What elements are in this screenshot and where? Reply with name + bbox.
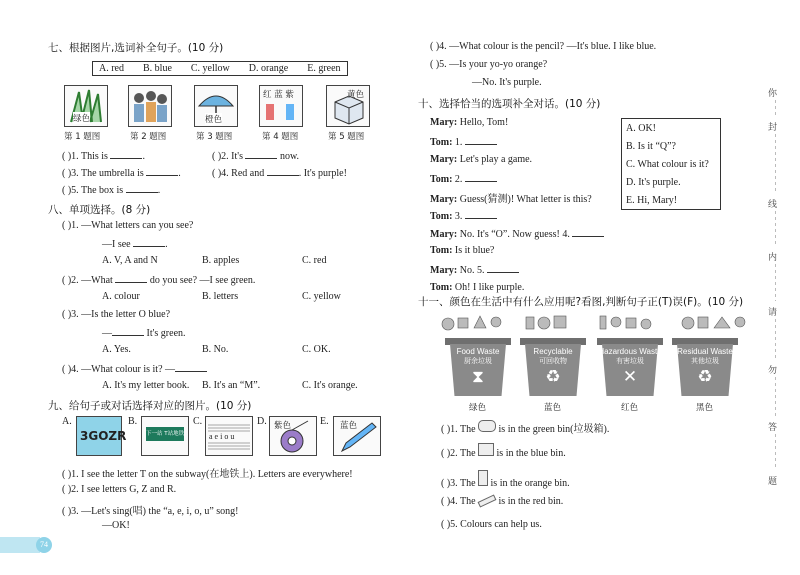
s7-q4: ( )4. Red and . It's purple! bbox=[212, 168, 347, 179]
s8-q1-opt-a: A. V, A and N bbox=[102, 255, 158, 266]
s8-q3-opt-b: B. No. bbox=[202, 344, 229, 355]
letter-e: E. bbox=[320, 416, 329, 427]
s9-q5: ( )5. —Is your yo-yo orange? bbox=[430, 59, 548, 70]
binding-char: 题 bbox=[768, 477, 778, 487]
s9-q3: ( )3. —Let's sing(唱) the “a, e, i, o, u” song! bbox=[62, 506, 239, 517]
binding-dash bbox=[775, 134, 776, 193]
s8-q3-opt-c: C. OK. bbox=[302, 344, 331, 355]
bin-color-label: 蓝色 bbox=[544, 403, 562, 413]
picture-c: a e i o u bbox=[205, 416, 253, 456]
bin-symbol-icon: ♻ bbox=[545, 367, 561, 386]
s11-q5: ( )5. Colours can help us. bbox=[441, 519, 542, 530]
s8-q3-answer: — It's green. bbox=[102, 328, 186, 339]
trash-items-row bbox=[440, 312, 750, 332]
speaker: Mary: bbox=[430, 117, 458, 128]
dialog-text: Oh! I like purple. bbox=[454, 281, 525, 293]
s11-q3: ( )3. The is in the orange bin. bbox=[441, 470, 570, 489]
speaker: Tom: bbox=[430, 245, 453, 257]
caption-5: 第 5 题图 bbox=[328, 132, 365, 142]
bin-label-cn: 可回收物 bbox=[539, 357, 567, 365]
bin-lid bbox=[445, 338, 511, 345]
bin-label-cn: 厨余垃圾 bbox=[464, 357, 492, 365]
s11-q4: ( )4. The is in the red bin. bbox=[441, 496, 564, 507]
option-a: A. red bbox=[99, 63, 124, 74]
choice-d: D. It's purple. bbox=[626, 177, 681, 188]
dialog-text: 3. bbox=[454, 210, 463, 222]
s9-q5-reply: —No. It's purple. bbox=[472, 77, 542, 88]
umbrella-picture bbox=[194, 85, 238, 127]
s11-q1: ( )1. The is in the green bin(垃圾箱). bbox=[441, 420, 609, 435]
speaker: Tom: bbox=[430, 281, 453, 293]
option-e: E. green bbox=[307, 63, 341, 74]
answer-blank[interactable] bbox=[110, 149, 142, 159]
option-b: B. blue bbox=[143, 63, 172, 74]
letter-d: D. bbox=[257, 416, 267, 427]
dialog-line bbox=[430, 154, 532, 165]
pencil-icon bbox=[478, 494, 497, 507]
section-7-title: 七、根据图片,选词补全句子。(10 分) bbox=[48, 42, 224, 54]
binding-dash bbox=[775, 377, 776, 416]
answer-blank[interactable] bbox=[487, 263, 519, 273]
answer-blank[interactable] bbox=[175, 362, 207, 372]
bin-color-label: 红色 bbox=[621, 403, 639, 413]
option-c: C. yellow bbox=[190, 63, 230, 74]
s8-q2-opt-b: B. letters bbox=[202, 291, 239, 302]
box-picture bbox=[326, 85, 370, 127]
dialog-text: Is it blue? bbox=[454, 245, 495, 257]
section-11-title: 十一、颜色在生活中有什么应用呢?看图,判断句子正(T)误(F)。(10 分) bbox=[418, 296, 744, 308]
choice-b: B. Is it “Q”? bbox=[626, 141, 676, 152]
bin-symbol-icon: ✕ bbox=[622, 367, 638, 386]
dialog-text: Let's play a game. bbox=[459, 153, 533, 165]
speaker: Tom: bbox=[430, 173, 453, 185]
waste-bin bbox=[672, 334, 738, 396]
bin-label-en: Residual Waste bbox=[677, 347, 733, 356]
section-8-title: 八、单项选择。(8 分) bbox=[48, 204, 151, 216]
s7-q2: ( )2. It's now. bbox=[212, 151, 300, 162]
s9-q3-reply: —OK! bbox=[102, 520, 130, 531]
binding-dash bbox=[775, 100, 776, 116]
pic-label-green: 绿色 bbox=[73, 114, 91, 124]
dialog-line bbox=[430, 282, 524, 293]
choice-c: C. What colour is it? bbox=[626, 159, 709, 170]
letter-b: B. bbox=[128, 416, 138, 427]
bin-lid bbox=[672, 338, 738, 345]
s7-q5: ( )5. The box is . bbox=[62, 185, 161, 196]
speaker: Mary: bbox=[430, 265, 458, 277]
bin-label-en: Recyclable bbox=[533, 347, 573, 356]
s8-q1-answer: —I see . bbox=[102, 239, 168, 250]
page-number: 74 bbox=[36, 537, 52, 553]
bin-lid bbox=[520, 338, 586, 345]
s9-q2: ( )2. I see letters G, Z and R. bbox=[62, 484, 177, 495]
speaker: Mary: bbox=[430, 153, 458, 165]
binding-char: 答 bbox=[768, 423, 778, 433]
s7-q3: ( )3. The umbrella is . bbox=[62, 168, 181, 179]
dialog-text: No. 5. bbox=[459, 265, 485, 277]
choice-a: A. OK! bbox=[626, 123, 656, 134]
caption-2: 第 2 题图 bbox=[130, 132, 167, 142]
speaker: Tom: bbox=[430, 137, 453, 149]
dialog-text: Hello, Tom! bbox=[459, 117, 509, 128]
dialog-text: No. It's “O”. Now guess! 4. bbox=[459, 228, 570, 240]
dialog-line bbox=[430, 117, 508, 128]
answer-blank[interactable] bbox=[112, 326, 144, 336]
answer-blank[interactable] bbox=[465, 135, 497, 145]
s8-q1: ( )1. —What letters can you see? bbox=[62, 220, 194, 231]
s8-q3: ( )3. —Is the letter O blue? bbox=[62, 309, 171, 320]
binding-dash bbox=[775, 319, 776, 359]
speaker: Mary: bbox=[430, 194, 458, 206]
section-9-title: 九、给句子或对话选择对应的图片。(10 分) bbox=[48, 400, 252, 412]
answer-blank[interactable] bbox=[126, 183, 158, 193]
letter-a: A. bbox=[62, 416, 72, 427]
answer-blank[interactable] bbox=[572, 227, 604, 237]
answer-blank[interactable] bbox=[115, 273, 147, 283]
binding-dash bbox=[775, 211, 776, 246]
dialog-text: 1. bbox=[454, 137, 463, 149]
dialog-text: Guess(猜测)! What letter is this? bbox=[459, 194, 592, 206]
binding-char: 请 bbox=[768, 308, 778, 318]
word-bank bbox=[92, 61, 348, 76]
binding-dash bbox=[775, 264, 776, 301]
s8-q1-opt-b: B. apples bbox=[202, 255, 240, 266]
bin-label-en: Hazardous Waste bbox=[598, 347, 662, 356]
battery-icon bbox=[478, 470, 488, 486]
food-icon bbox=[478, 420, 496, 432]
grass-picture bbox=[64, 85, 108, 127]
speaker: Mary: bbox=[430, 228, 458, 240]
caption-3: 第 3 题图 bbox=[196, 132, 233, 142]
dialog-line bbox=[430, 172, 497, 185]
waste-bin bbox=[445, 334, 511, 396]
choice-box bbox=[621, 118, 721, 210]
section-10-title: 十、选择恰当的选项补全对话。(10 分) bbox=[418, 98, 601, 110]
choice-e: E. Hi, Mary! bbox=[626, 195, 678, 206]
picture-e-pencil: 蓝色 bbox=[333, 416, 381, 456]
dialog-text: 2. bbox=[454, 173, 463, 185]
s8-q3-opt-a: A. Yes. bbox=[102, 344, 131, 355]
s9-q1: ( )1. I see the letter T on the subway(在地铁上). Letters are everywhere! bbox=[62, 469, 353, 480]
binding-char: 线 bbox=[768, 200, 778, 210]
dialog-line bbox=[430, 245, 494, 256]
pic-label-yellow: 黄色 bbox=[347, 90, 365, 100]
dialog-line bbox=[430, 190, 592, 205]
s7-q1: ( )1. This is . bbox=[62, 151, 145, 162]
answer-blank[interactable] bbox=[146, 166, 178, 176]
binding-char: 内 bbox=[768, 253, 778, 263]
picture-b: 下一站 T站地铁 bbox=[141, 416, 189, 456]
waste-bin bbox=[520, 334, 586, 396]
bin-label-cn: 有害垃圾 bbox=[616, 357, 644, 365]
answer-blank[interactable] bbox=[465, 172, 497, 182]
bin-label-cn: 其他垃圾 bbox=[691, 357, 719, 365]
picture-d-yoyo: 紫色 bbox=[269, 416, 317, 456]
answer-blank[interactable] bbox=[465, 209, 497, 219]
binding-dash bbox=[775, 434, 776, 470]
dialog-line bbox=[430, 135, 497, 148]
s11-q2: ( )2. The is in the blue bin. bbox=[441, 443, 566, 459]
answer-blank[interactable] bbox=[133, 237, 165, 247]
pic-label-colors: 红 蓝 紫 bbox=[263, 90, 294, 100]
s8-q4: ( )4. —What colour is it? — bbox=[62, 362, 207, 375]
answer-blank[interactable] bbox=[245, 149, 277, 159]
s8-q1-opt-c: C. red bbox=[302, 255, 327, 266]
s9-q4: ( )4. —What colour is the pencil? —It's blue. I like blue. bbox=[430, 41, 657, 52]
option-d: D. orange bbox=[248, 63, 289, 74]
s8-q4-opt-c: C. It's orange. bbox=[302, 380, 358, 391]
dialog-line bbox=[430, 209, 497, 222]
s8-q4-opt-a: A. It's my letter book. bbox=[102, 380, 190, 391]
waste-bin bbox=[597, 334, 663, 396]
caption-4: 第 4 题图 bbox=[262, 132, 299, 142]
picture-a: 3GOZR bbox=[76, 416, 122, 456]
paint-picture bbox=[259, 85, 303, 127]
children-picture bbox=[128, 85, 172, 127]
pic-label-orange: 橙色 bbox=[205, 115, 223, 125]
dialog-line bbox=[430, 227, 604, 240]
answer-blank[interactable] bbox=[267, 166, 299, 176]
bin-label-en: Food Waste bbox=[456, 347, 500, 356]
s8-q4-opt-b: B. It's an “M”. bbox=[202, 380, 261, 391]
binding-char: 封 bbox=[768, 123, 778, 133]
letter-c: C. bbox=[193, 416, 203, 427]
newspaper-icon bbox=[478, 443, 494, 456]
binding-char: 勿 bbox=[768, 366, 778, 376]
bin-symbol-icon: ⧗ bbox=[472, 367, 484, 386]
bin-lid bbox=[597, 338, 663, 345]
dialog-line bbox=[430, 263, 519, 276]
page-tab-bar bbox=[0, 537, 40, 553]
s8-q2: ( )2. —What do you see? —I see green. bbox=[62, 275, 256, 286]
binding-char: 你 bbox=[768, 89, 778, 99]
speaker: Tom: bbox=[430, 210, 453, 222]
bin-color-label: 黑色 bbox=[696, 403, 714, 413]
s8-q2-opt-c: C. yellow bbox=[302, 291, 341, 302]
bin-color-label: 绿色 bbox=[469, 403, 487, 413]
bin-symbol-icon: ♻ bbox=[697, 367, 713, 386]
caption-1: 第 1 题图 bbox=[64, 132, 101, 142]
s8-q2-opt-a: A. colour bbox=[102, 291, 140, 302]
